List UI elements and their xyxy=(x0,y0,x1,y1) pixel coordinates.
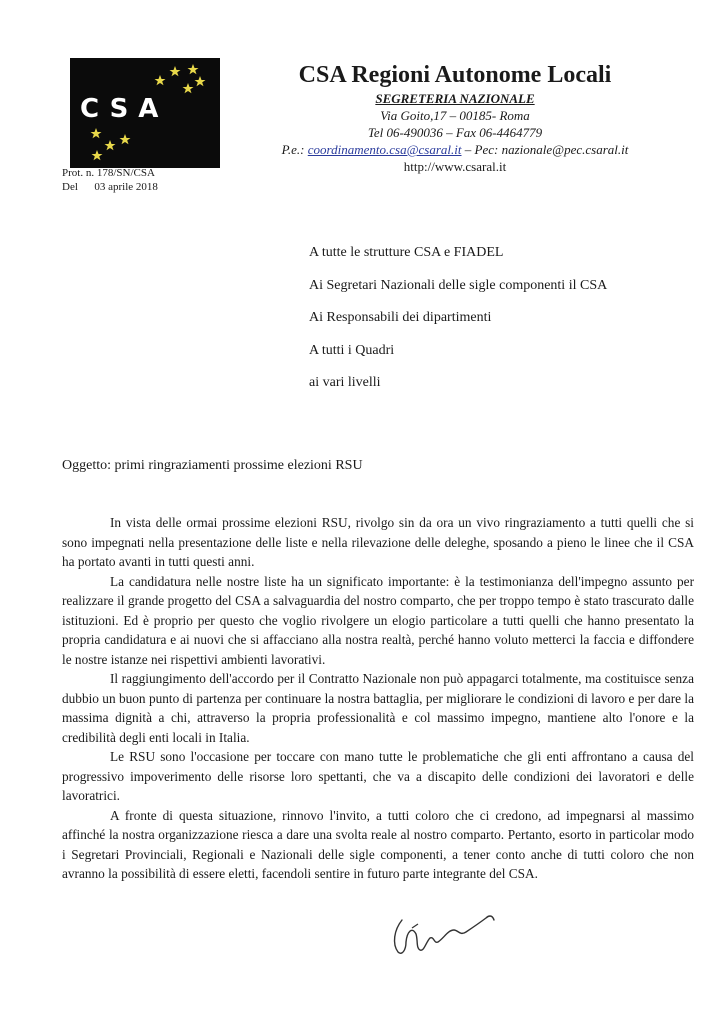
handwritten-signature-icon xyxy=(388,906,508,966)
recipient-item: A tutte le strutture CSA e FIADEL xyxy=(309,245,504,260)
recipients-list xyxy=(309,244,669,407)
protocol-block xyxy=(62,166,158,194)
protocol-number: Prot. n. 178/SN/CSA xyxy=(62,167,155,179)
email-link[interactable]: coordinamento.csa@csaral.it xyxy=(307,142,462,157)
csa-logo xyxy=(70,58,220,168)
org-name: CSA Regioni Autonome Locali xyxy=(298,62,612,88)
body-paragraph: A fronte di questa situazione, rinnovo l'invito, a tutti coloro che ci credono, ad impegnarsi al massimo affinché la nostra organizzazione riesca a dare una svolta reale al nostro comparto. Pertanto, esorto in particolar modo i Segretari Provinciali, Regionali e Nazionali delle sigle componenti, a tener conto anche di tutti coloro che non avranno la possibilità di essere eletti, facendoli sentire in futuro parte integrante del CSA. xyxy=(62,807,694,881)
protocol-date: Del 03 aprile 2018 xyxy=(62,181,158,193)
org-phone: Tel 06-490036 – Fax 06-4464779 xyxy=(367,125,543,140)
logo-text: CSA xyxy=(80,94,169,124)
body-paragraph: Il raggiungimento dell'accordo per il Contratto Nazionale non può appagarci totalmente, ma costituisce senza dubbio un buon punto di partenza per continuare la nostra battaglia, per migliorare le condizioni di lavoro e per dare la massima dignità a chi, attraverso la propria professionalità e col massimo impegno, mantiene alto l'onore e la credibilità degli enti locali in Italia. xyxy=(62,671,694,745)
letterhead xyxy=(240,60,670,175)
body-paragraph: In vista delle ormai prossime elezioni RSU, rivolgo sin da ora un vivo ringraziamento a tutti quelli che si sono impegnati nella presentazione delle liste e nella rilevazione delle deleghe, sposando a pieno le linee che il CSA ha portato avanti in tutti questi anni. xyxy=(62,515,694,569)
recipient-item: Ai Responsabili dei dipartimenti xyxy=(309,310,492,325)
recipient-item: A tutti i Quadri xyxy=(309,342,395,358)
letter-body xyxy=(62,513,694,884)
recipient-item: ai vari livelli xyxy=(309,375,381,390)
org-address: Via Goito,17 – 00185- Roma xyxy=(380,108,530,123)
pec-suffix: – Pec: nazionale@pec.csaral.it xyxy=(461,142,629,157)
website-link[interactable]: http://www.csaral.it xyxy=(403,159,507,174)
recipient-item: Ai Segretari Nazionali delle sigle componenti il CSA xyxy=(309,277,608,293)
org-department: SEGRETERIA NAZIONALE xyxy=(375,91,535,106)
body-paragraph: Le RSU sono l'occasione per toccare con mano tutte le problematiche che gli enti affrontano a causa del progressivo impoverimento delle risorse loro spettanti, che va a discapito delle condizioni dei lavoratori e delle lavoratrici. xyxy=(62,749,694,803)
body-paragraph: La candidatura nelle nostre liste ha un significato importante: è la testimonianza dell'impegno assunto per realizzare il grande progetto del CSA a salvaguardia del nostro comparto, che per troppo tempo è stato trascurato dalle istituzioni. Ed è proprio per questo che voglio rivolgere un elogio particolare a tutti quelli che hanno presentato la propria candidatura e ai nuovi che si affacciano alla nostra realtà, perché hanno voluto metterci la faccia e diffondere le nostre istanze nei rispettivi ambienti lavorativi. xyxy=(62,573,694,667)
subject-line: Oggetto: primi ringraziamenti prossime elezioni RSU xyxy=(62,458,363,473)
org-contacts xyxy=(240,141,670,158)
signature xyxy=(388,906,508,971)
pec-prefix: P.e.: xyxy=(281,142,308,157)
